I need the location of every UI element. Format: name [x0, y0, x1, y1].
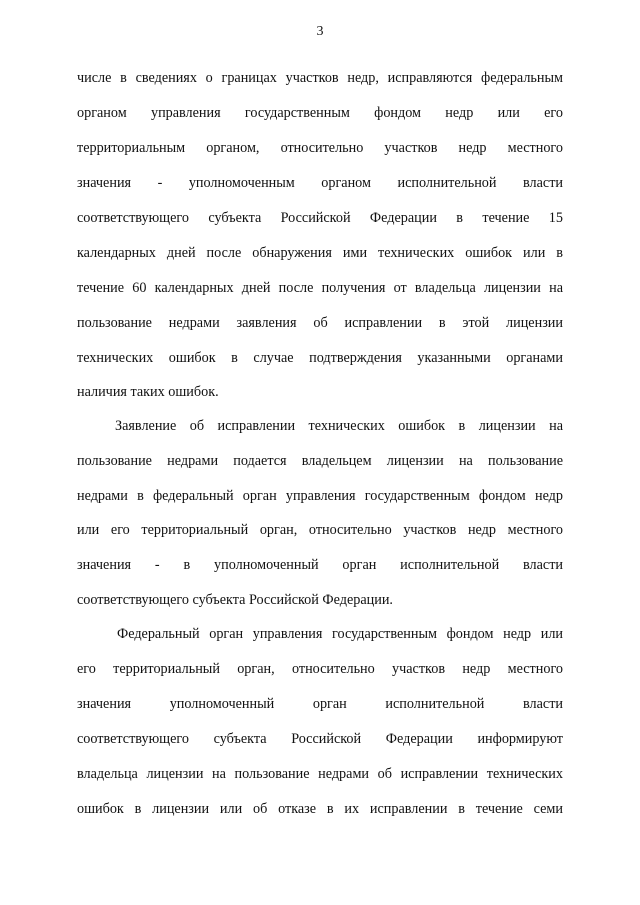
text-line: территориальным органом, относительно участков недр местного [77, 140, 563, 156]
text-line: значения - в уполномоченный орган исполнительной власти [77, 557, 563, 573]
text-line: пользование недрами подается владельцем лицензии на пользование [77, 453, 563, 469]
text-line: течение 60 календарных дней после получения от владельца лицензии на [77, 280, 563, 296]
text-line: календарных дней после обнаружения ими технических ошибок или в [77, 245, 563, 261]
text-line: значения - уполномоченным органом исполнительной власти [77, 175, 563, 191]
text-line: или его территориальный орган, относительно участков недр местного [77, 522, 563, 538]
text-line: органом управления государственным фондом недр или его [77, 105, 563, 121]
text-line: технических ошибок в случае подтверждения указанными органами [77, 350, 563, 366]
text-line: соответствующего субъекта Российской Федерации информируют [77, 731, 563, 747]
text-line: его территориальный орган, относительно участков недр местного [77, 661, 563, 677]
text-line: Федеральный орган управления государственным фондом недр или [117, 626, 563, 642]
text-line: ошибок в лицензии или об отказе в их исправлении в течение семи [77, 801, 563, 817]
text-line: соответствующего субъекта Российской Федерации в течение 15 [77, 210, 563, 226]
text-line: владельца лицензии на пользование недрами об исправлении технических [77, 766, 563, 782]
text-line: недрами в федеральный орган управления государственным фондом недр [77, 488, 563, 504]
text-line: числе в сведениях о границах участков недр, исправляются федеральным [77, 70, 563, 86]
text-line: наличия таких ошибок. [77, 384, 219, 400]
text-line: пользование недрами заявления об исправлении в этой лицензии [77, 315, 563, 331]
page-number: 3 [316, 24, 324, 39]
text-line: соответствующего субъекта Российской Федерации. [77, 592, 393, 608]
text-line: Заявление об исправлении технических ошибок в лицензии на [115, 418, 563, 434]
text-line: значения уполномоченный орган исполнительной власти [77, 696, 563, 712]
